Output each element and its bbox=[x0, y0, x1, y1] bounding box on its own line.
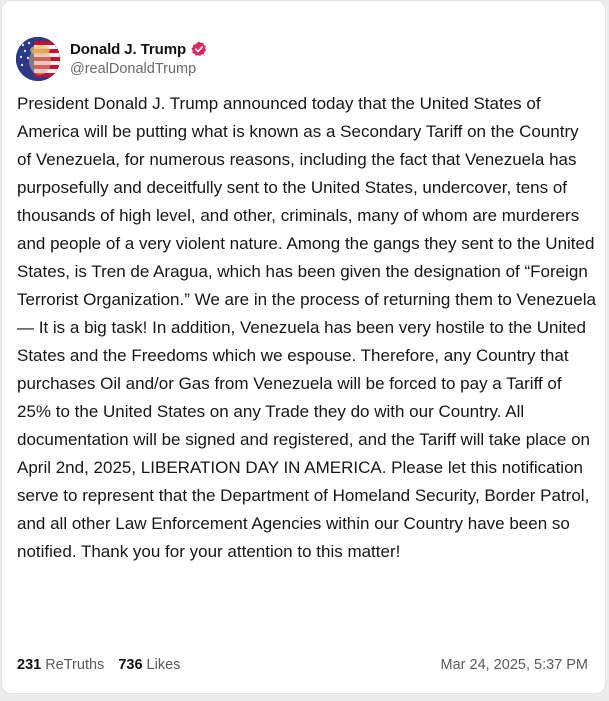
likes-label: Likes bbox=[146, 657, 181, 673]
retruths-label: ReTruths bbox=[45, 657, 105, 673]
post-header bbox=[16, 37, 576, 81]
retruths-count: 231 bbox=[17, 657, 42, 673]
author-display-name[interactable]: Donald J. Trump bbox=[70, 40, 187, 58]
post-timestamp[interactable]: Mar 24, 2025, 5:37 PM bbox=[440, 657, 588, 673]
likes-count: 736 bbox=[118, 657, 143, 673]
flag-portrait-icon bbox=[16, 37, 60, 81]
author-handle[interactable]: @realDonaldTrump bbox=[70, 61, 197, 77]
verified-badge-icon bbox=[191, 41, 207, 57]
display-name-row bbox=[70, 39, 207, 59]
post-footer bbox=[17, 657, 590, 679]
post-card bbox=[1, 0, 606, 694]
avatar[interactable] bbox=[16, 37, 60, 81]
retruths-stat[interactable] bbox=[17, 657, 104, 673]
post-body: President Donald J. Trump announced today that the United States of America will be putting what is known as a Secondary Tariff on the Country of Venezuela, for numerous reasons, including the fact that Venezuela has purposefully and deceitfully sent to the United States, undercover, tens of thousands of high level, and other, criminals, many of whom are murderers and people of a very violent nature. Among the gangs they sent to the United States, is Tren de Aragua, which has been given the designation of “Foreign Terrorist Organization.” We are in the process of returning them to Venezuela — It is a big task! In addition, Venezuela has been very hostile to the United States and the Freedoms which we espouse. Therefore, any Country that purchases Oil and/or Gas from Venezuela will be forced to pay a Tariff of 25% to the United States on any Trade they do with our Country. All documentation will be signed and registered, and the Tariff will take place on April 2nd, 2025, LIBERATION DAY IN AMERICA. Please let this notification serve to represent that the Department of Homeland Security, Border Patrol, and all other Law Enforcement Agencies within our Country have been so notified. Thank you for your attention to this matter! bbox=[17, 94, 596, 561]
author-info bbox=[70, 39, 207, 77]
likes-stat[interactable] bbox=[118, 657, 180, 673]
